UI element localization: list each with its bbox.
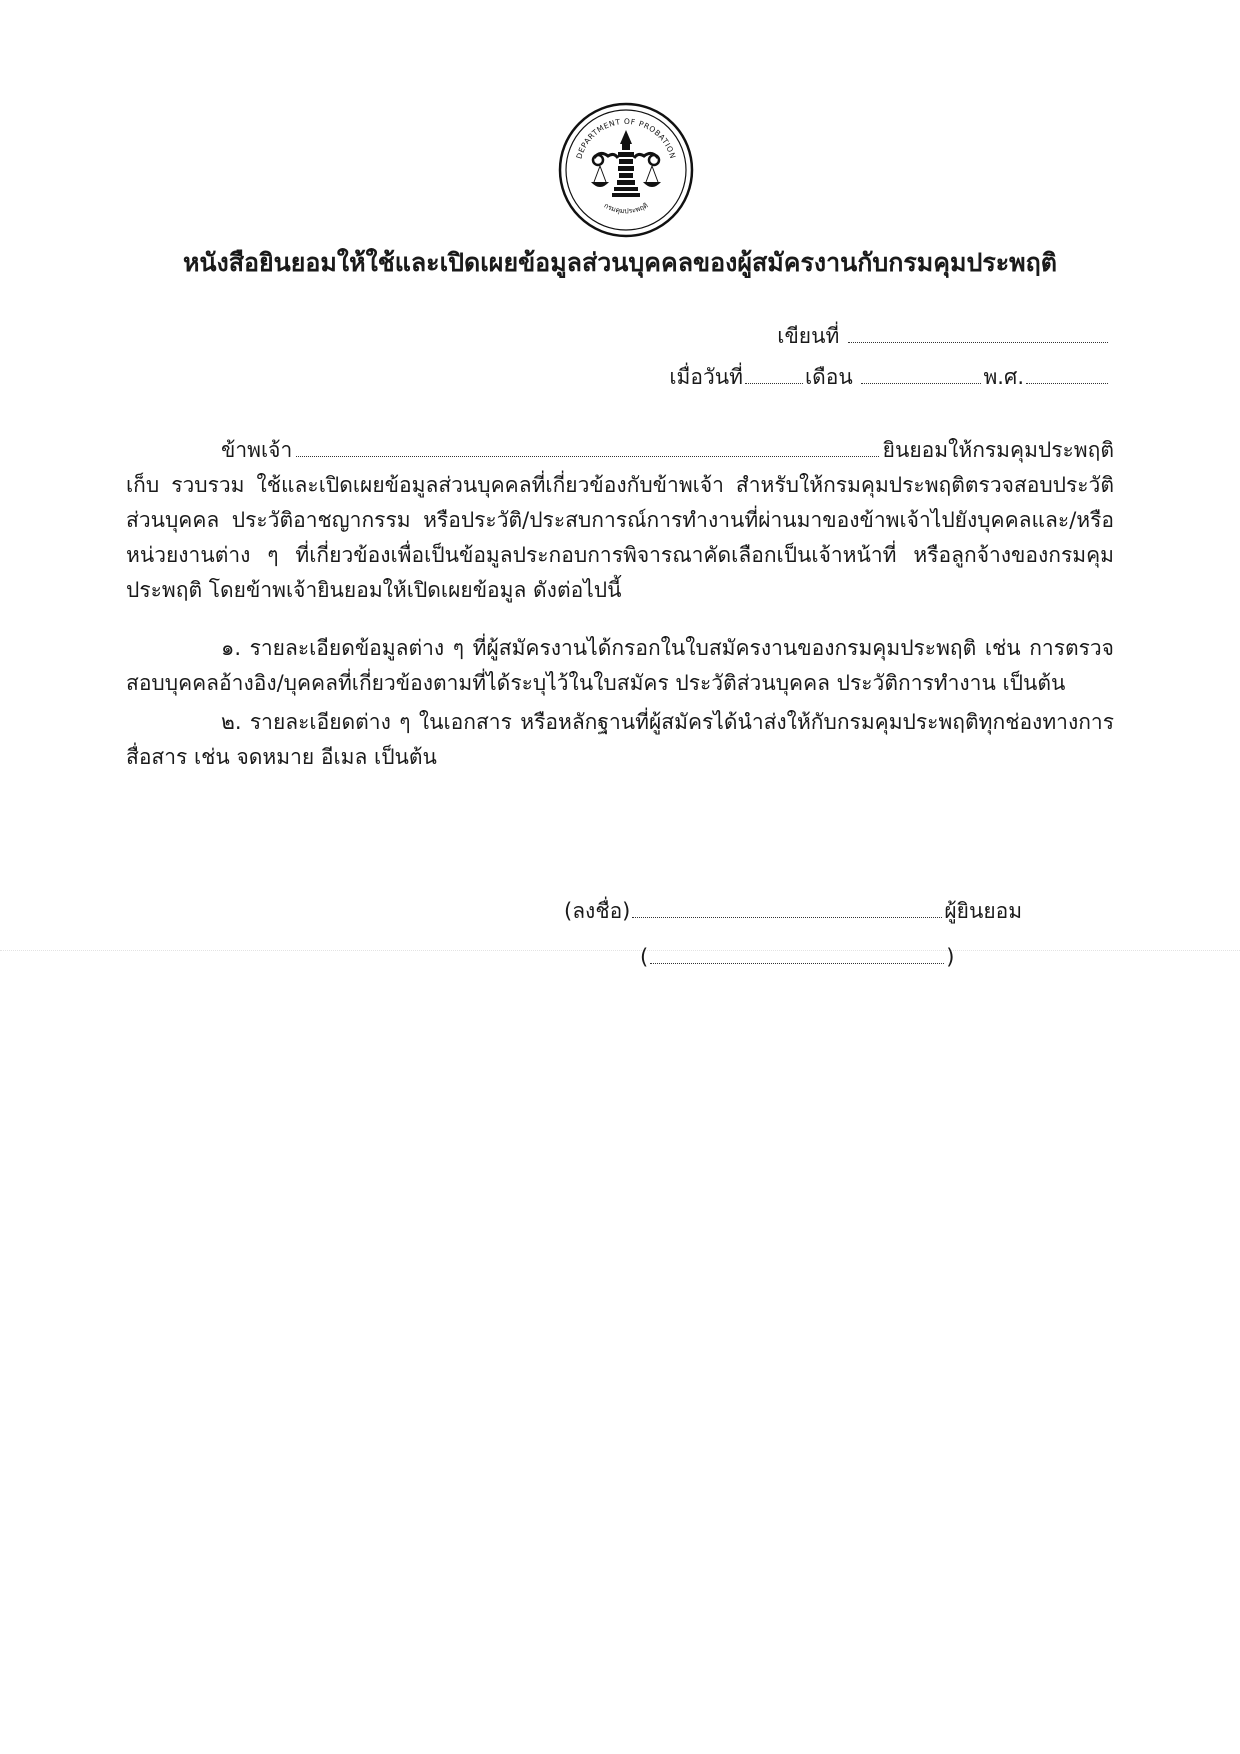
day-field[interactable]	[745, 365, 803, 384]
seal-bottom-text: กรมคุมประพฤติ	[602, 201, 650, 216]
month-label: เดือน	[804, 365, 853, 389]
open-paren: (	[640, 945, 649, 969]
month-field[interactable]	[861, 365, 981, 384]
intro-paragraph	[126, 433, 1114, 608]
consent-item-2-text: ๒. รายละเอียดต่าง ๆ ในเอกสาร หรือหลักฐานที่ผู้สมัครได้นำส่งให้กับกรมคุมประพฤติทุกช่องทางการสื่อสาร เช่น จดหมาย อีเมล เป็นต้น	[126, 710, 1114, 769]
seal-top-text: DEPARTMENT OF PROBATION	[574, 116, 678, 161]
date-label: เมื่อวันที่	[669, 365, 743, 389]
date-line	[669, 362, 1110, 392]
applicant-name-field[interactable]	[296, 438, 878, 457]
signature-line	[564, 896, 1022, 926]
consent-item-2	[126, 705, 1114, 775]
department-seal-logo	[556, 100, 696, 240]
printed-name-line	[640, 942, 954, 972]
intro-body: เก็บ รวบรวม ใช้และเปิดเผยข้อมูลส่วนบุคคลที่เกี่ยวข้องกับข้าพเจ้า สำหรับให้กรมคุมประพฤติตรวจสอบประวัติส่วนบุคคล ประวัติอาชญากรรม หรือประวัติ/ประสบการณ์การทำงานที่ผ่านมาของข้าพเจ้าไปยังบุคคลและ/หรือหน่วยงานต่าง ๆ ที่เกี่ยวข้องเพื่อเป็นข้อมูลประกอบการพิจารณาคัดเลือกเป็นเจ้าหน้าที่ หรือลูกจ้างของกรมคุมประพฤติ โดยข้าพเจ้ายินยอมให้เปิดเผยข้อมูล ดังต่อไปนี้	[126, 473, 1114, 602]
printed-name-field[interactable]	[650, 945, 944, 964]
document-title: หนังสือยินยอมให้ใช้และเปิดเผยข้อมูลส่วนบุคคลของผู้สมัครงานกับกรมคุมประพฤติ	[182, 248, 1058, 277]
consent-item-1-text: ๑. รายละเอียดข้อมูลต่าง ๆ ที่ผู้สมัครงานได้กรอกในใบสมัครงานของกรมคุมประพฤติ เช่น การตรวจสอบบุคคลอ้างอิง/บุคคลที่เกี่ยวข้องตามที่ได้ระบุไว้ในใบสมัคร ประวัติส่วนบุคคล ประวัติการทำงาน เป็นต้น	[126, 636, 1114, 695]
sign-label: (ลงชื่อ)	[564, 899, 631, 923]
svg-text:กรมคุมประพฤติ	[603, 201, 650, 215]
intro-prefix: ข้าพเจ้า	[221, 438, 293, 462]
consent-item-1	[126, 631, 1114, 701]
written-at-line	[777, 321, 1110, 351]
year-label: พ.ศ.	[983, 365, 1024, 389]
signature-field[interactable]	[632, 899, 942, 918]
written-at-label: เขียนที่	[777, 324, 840, 348]
close-paren: )	[946, 945, 955, 969]
scan-artifact-line	[0, 950, 1240, 951]
intro-suffix: ยินยอมให้กรมคุมประพฤติ	[882, 438, 1114, 462]
written-at-field[interactable]	[848, 324, 1108, 343]
year-field[interactable]	[1026, 365, 1108, 384]
consenter-label: ผู้ยินยอม	[944, 899, 1023, 923]
intro-name-line	[126, 433, 1114, 468]
